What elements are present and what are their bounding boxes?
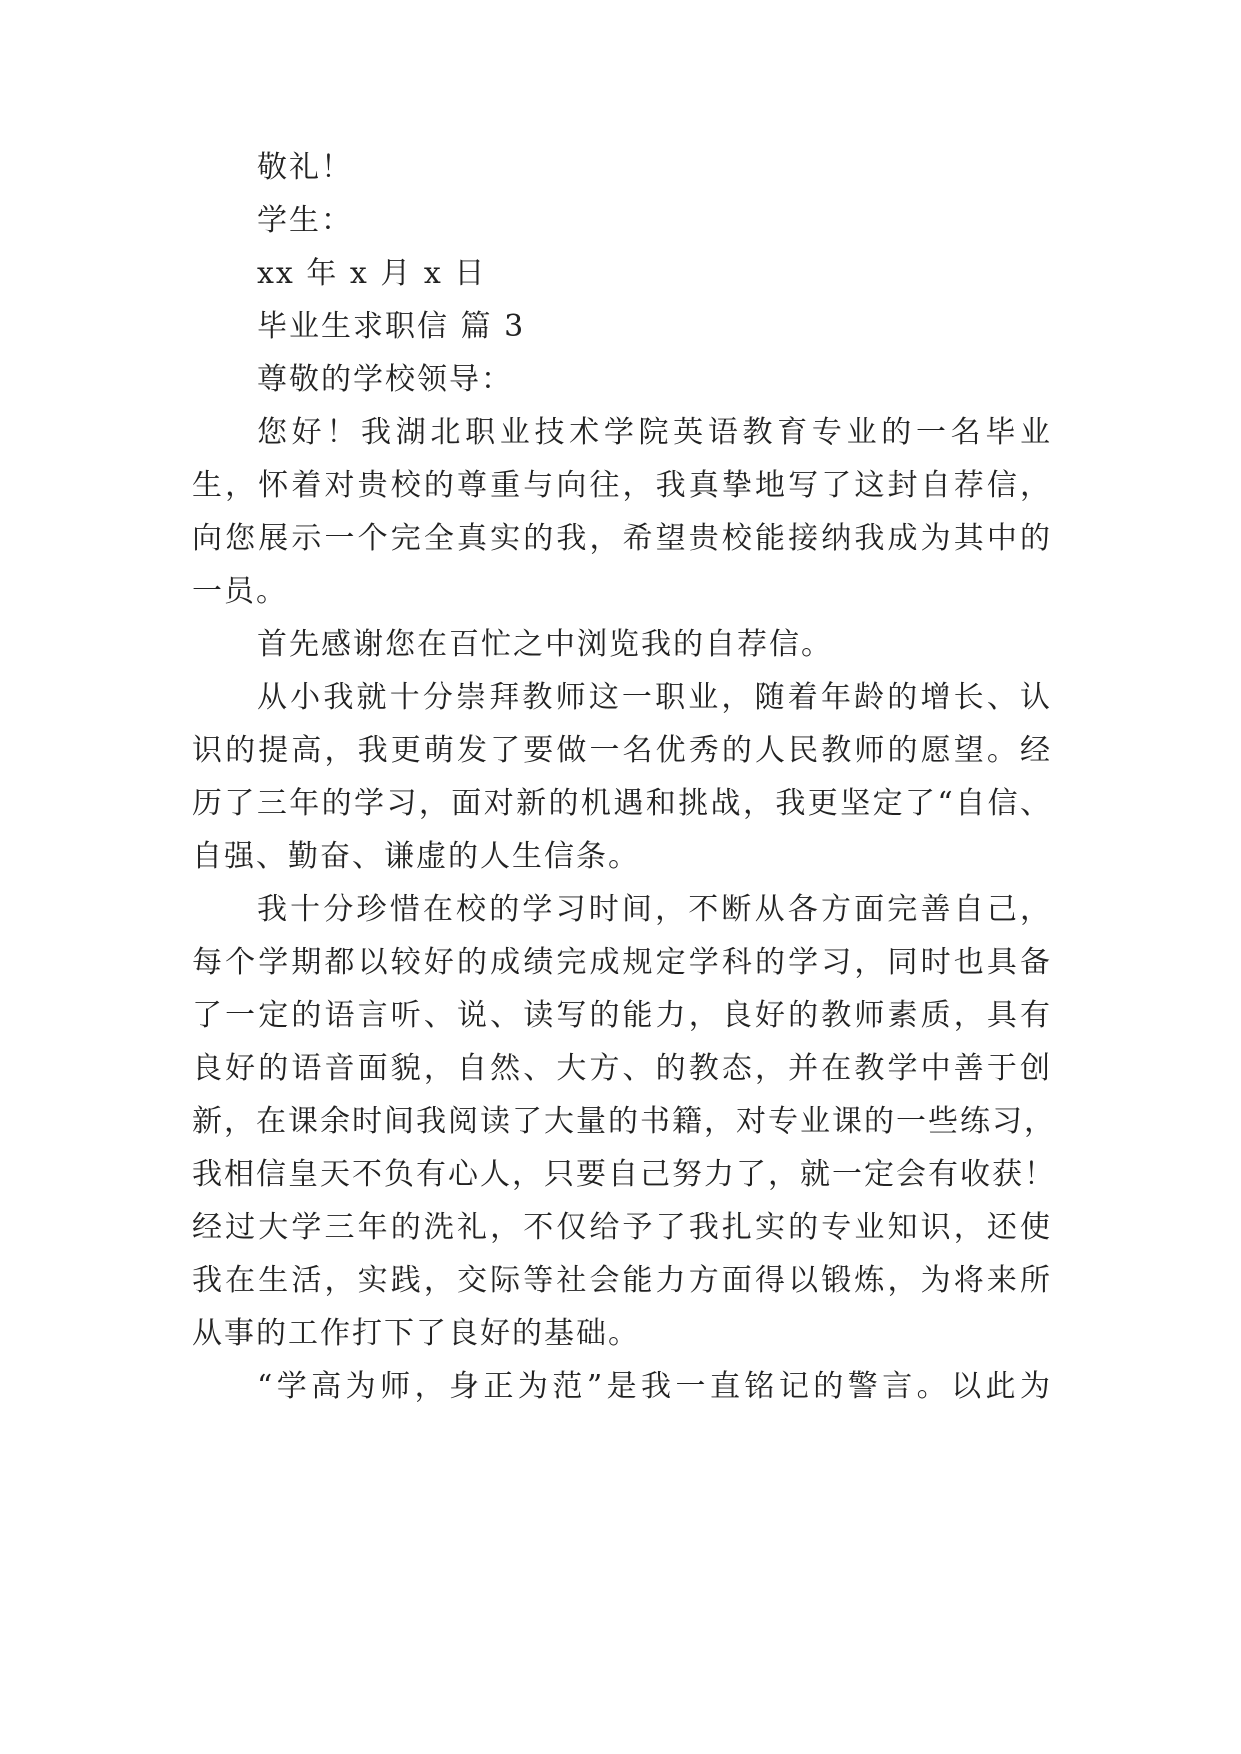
paragraph-line: 一员。	[192, 574, 288, 609]
greeting: 尊敬的学校领导：	[257, 362, 513, 397]
closing-salutation: 敬礼！	[257, 150, 353, 185]
paragraph-line: 从事的工作打下了良好的基础。	[192, 1316, 640, 1351]
paragraph-line: 生，怀着对贵校的尊重与向往，我真挚地写了这封自荐信，	[192, 468, 1052, 503]
paragraph-line: 我十分珍惜在校的学习时间，不断从各方面完善自己，	[257, 892, 1052, 927]
paragraph-line: 首先感谢您在百忙之中浏览我的自荐信。	[257, 627, 833, 662]
section-heading: 毕业生求职信 篇 3	[257, 309, 526, 344]
paragraph-line: 经过大学三年的洗礼，不仅给予了我扎实的专业知识，还使	[192, 1210, 1052, 1245]
paragraph-line: 您好！我湖北职业技术学院英语教育专业的一名毕业	[257, 415, 1052, 450]
date-line: xx 年 x 月 x 日	[257, 256, 487, 291]
paragraph-line: 新，在课余时间我阅读了大量的书籍，对专业课的一些练习，	[192, 1104, 1056, 1139]
paragraph-line: 我相信皇天不负有心人，只要自己努力了，就一定会有收获！	[192, 1157, 1056, 1192]
paragraph-line: 自强、勤奋、谦虚的人生信条。	[192, 839, 640, 874]
paragraph-line: “学高为师，身正为范”是我一直铭记的警言。以此为	[257, 1369, 1052, 1404]
paragraph-line: 良好的语音面貌，自然、大方、的教态，并在教学中善于创	[192, 1051, 1052, 1086]
paragraph-line: 从小我就十分崇拜教师这一职业，随着年龄的增长、认	[257, 680, 1052, 715]
paragraph-line: 了一定的语言听、说、读写的能力，良好的教师素质，具有	[192, 998, 1052, 1033]
paragraph-line: 我在生活，实践，交际等社会能力方面得以锻炼，为将来所	[192, 1263, 1052, 1298]
paragraph-line: 识的提高，我更萌发了要做一名优秀的人民教师的愿望。经	[192, 733, 1052, 768]
paragraph-line: 历了三年的学习，面对新的机遇和挑战，我更坚定了“自信、	[192, 786, 1052, 821]
paragraph-line: 向您展示一个完全真实的我，希望贵校能接纳我成为其中的	[192, 521, 1052, 556]
signature-label: 学生：	[257, 203, 353, 238]
paragraph-line: 每个学期都以较好的成绩完成规定学科的学习，同时也具备	[192, 945, 1052, 980]
